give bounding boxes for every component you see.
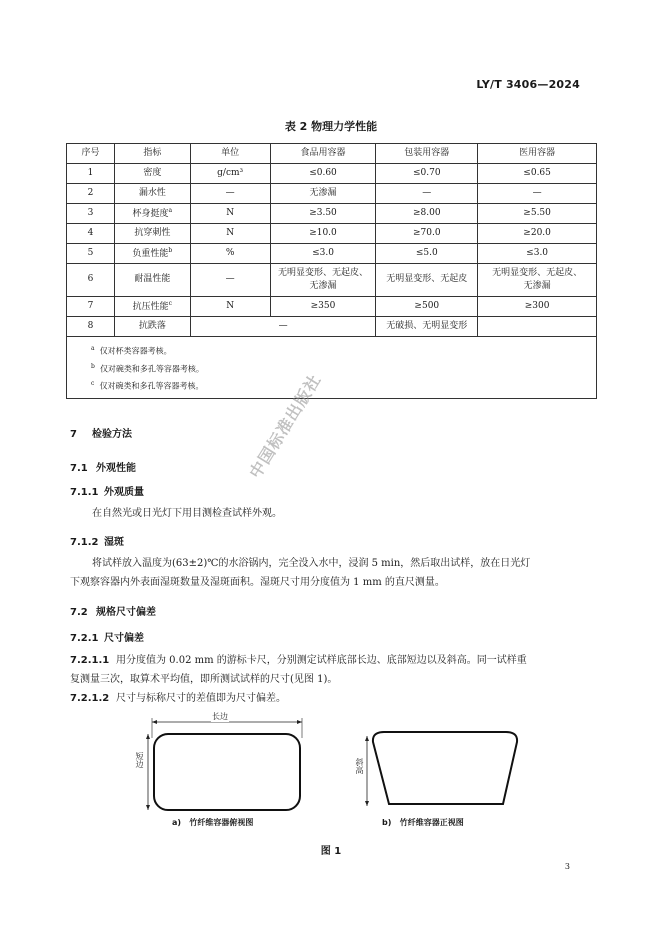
cell-item: 密度	[114, 164, 190, 184]
cell-med: ≤3.0	[478, 244, 597, 264]
cell-food: 无渗漏	[270, 184, 376, 204]
table-row	[67, 184, 597, 204]
cell-no: 8	[67, 317, 115, 337]
cell-line: 无渗漏	[523, 281, 551, 291]
table-note	[91, 359, 588, 377]
cell-med: ≥5.50	[478, 204, 597, 224]
section-number: 7.2.1	[70, 633, 99, 644]
section-number: 7.2	[70, 607, 88, 618]
section-7-heading	[70, 425, 132, 440]
label-slant-height: 斜高	[355, 758, 364, 774]
table-note	[91, 376, 588, 394]
header-pack: 包装用容器	[376, 144, 478, 164]
table-row	[67, 297, 597, 317]
caption-mark: a)	[172, 818, 182, 827]
label-long-edge: 长边	[212, 712, 228, 721]
cell-no: 7	[67, 297, 115, 317]
figure-1-drawing	[120, 708, 540, 818]
cell-item: 漏水性	[114, 184, 190, 204]
cell-no: 4	[67, 224, 115, 244]
header-food: 食品用容器	[270, 144, 376, 164]
cell-item	[114, 244, 190, 264]
publisher-watermark: 中国标准出版社	[245, 370, 325, 482]
arrow-head-icon	[365, 801, 369, 806]
cell-item-text: 抗压性能	[132, 301, 169, 312]
section-title: 尺寸偏差	[104, 633, 144, 644]
caption-a	[172, 817, 253, 828]
section-number: 7	[70, 429, 77, 440]
cell-pack: 无明显变形、无起皮	[376, 264, 478, 297]
cell-food: ≥350	[270, 297, 376, 317]
section-title: 检验方法	[92, 429, 132, 440]
cell-item: 耐温性能	[114, 264, 190, 297]
cell-line: 无渗漏	[309, 281, 337, 291]
cell-pack: ≥70.0	[376, 224, 478, 244]
cell-med: ≥20.0	[478, 224, 597, 244]
section-7-1-1-text: 在自然光或日光灯下用目测检查试样外观。	[92, 508, 282, 519]
cell-no: 3	[67, 204, 115, 224]
table-note	[91, 341, 588, 359]
cell-unit: g/cm³	[190, 164, 270, 184]
cell-pack: ≥500	[376, 297, 478, 317]
cell-pack: ≤0.70	[376, 164, 478, 184]
footnote-mark: b	[168, 246, 173, 254]
arrow-head-icon	[365, 736, 369, 741]
section-title: 外观性能	[96, 463, 136, 474]
cell-med: —	[478, 184, 597, 204]
cell-pack: 无破损、无明显变形	[376, 317, 478, 337]
cell-item	[114, 204, 190, 224]
cell-unit: N	[190, 297, 270, 317]
cell-unit: N	[190, 204, 270, 224]
cell-no: 5	[67, 244, 115, 264]
table-row	[67, 317, 597, 337]
label-short-edge: 短边	[135, 752, 144, 768]
header-no: 序号	[67, 144, 115, 164]
section-7-1-2-heading	[70, 533, 124, 548]
cell-pack: ≤5.0	[376, 244, 478, 264]
section-7-1-2-text-line1: 将试样放入温度为(63±2)℃的水浴锅内，完全没入水中，浸润 5 min，然后取出试样，放在日光灯	[92, 558, 531, 569]
section-7-1-heading	[70, 459, 136, 474]
properties-table	[66, 143, 597, 399]
clause-number: 7.2.1.1	[70, 655, 110, 666]
cell-food: ≥10.0	[270, 224, 376, 244]
table-row	[67, 244, 597, 264]
cell-unit: %	[190, 244, 270, 264]
section-7-1-1-heading	[70, 483, 144, 498]
cell-unit: N	[190, 224, 270, 244]
arrow-head-icon	[152, 720, 157, 724]
caption-text: 竹纤维容器正视图	[399, 818, 464, 827]
table-title: 表 2 物理力学性能	[284, 120, 378, 133]
table-notes-row	[67, 337, 597, 399]
cell-item	[114, 297, 190, 317]
cell-food	[270, 264, 376, 297]
cell-pack: ≥8.00	[376, 204, 478, 224]
cell-item: 抗跌落	[114, 317, 190, 337]
section-7-2-1-heading	[70, 629, 144, 644]
section-7-2-heading	[70, 603, 156, 618]
cell-line: 无明显变形、无起皮、	[492, 267, 583, 278]
footnote-text: 仅对碗类和多孔等容器考核。	[99, 381, 204, 391]
cell-food: ≤3.0	[270, 244, 376, 264]
figure-title: 图 1	[320, 846, 342, 857]
footnote-mark: c	[91, 380, 95, 388]
section-number: 7.1	[70, 463, 88, 474]
cell-item-text: 负重性能	[132, 248, 169, 259]
cell-food: ≤0.60	[270, 164, 376, 184]
clause-text: 用分度值为 0.02 mm 的游标卡尺，分别测定试样底部长边、底部短边以及斜高。同一试样重	[116, 655, 527, 666]
footnote-mark: a	[91, 345, 95, 352]
cell-no: 6	[67, 264, 115, 297]
section-7-1-2-text-line2: 下观察容器内外表面湿斑数量及湿斑面积。湿斑尺寸用分度值为 1 mm 的直尺测量。	[70, 577, 445, 588]
clause-number: 7.2.1.2	[70, 693, 110, 704]
cell-item-text: 杯身挺度	[132, 208, 169, 219]
container-outline-front	[373, 732, 517, 804]
section-7-2-1-1-line2: 复测量三次，取算术平均值，即所测试试样的尺寸(见图 1)。	[70, 674, 338, 685]
header-med: 医用容器	[478, 144, 597, 164]
footnote-mark: b	[91, 362, 95, 370]
table-header-row	[67, 144, 597, 164]
footnote-mark: c	[168, 299, 173, 307]
header-item: 指标	[114, 144, 190, 164]
cell-unit: —	[190, 184, 270, 204]
section-number: 7.1.2	[70, 537, 99, 548]
standard-code: LY/T 3406—2024	[476, 78, 580, 91]
footnote-mark: a	[168, 206, 173, 214]
table-notes	[67, 337, 597, 399]
footnote-text: 仅对碗类和多孔等容器考核。	[99, 364, 204, 374]
section-7-2-1-2-line	[70, 690, 286, 708]
table-row	[67, 204, 597, 224]
caption-text: 竹纤维容器俯视图	[189, 818, 254, 827]
section-title: 湿斑	[104, 537, 124, 548]
caption-b	[382, 817, 464, 828]
section-title: 规格尺寸偏差	[96, 607, 156, 618]
cell-med: ≤0.65	[478, 164, 597, 184]
table-row	[67, 224, 597, 244]
cell-unit: —	[190, 264, 270, 297]
cell-med: ≥300	[478, 297, 597, 317]
cell-pack: —	[376, 184, 478, 204]
arrow-head-icon	[146, 734, 150, 739]
cell-no: 2	[67, 184, 115, 204]
top-view-diagram	[146, 718, 302, 810]
cell-no: 1	[67, 164, 115, 184]
cell-food: ≥3.50	[270, 204, 376, 224]
container-outline-top	[154, 734, 300, 810]
section-7-2-1-1-line1	[70, 652, 527, 670]
header-unit: 单位	[190, 144, 270, 164]
cell-med	[478, 317, 597, 337]
cell-med	[478, 264, 597, 297]
arrow-head-icon	[146, 805, 150, 810]
footnote-text: 仅对杯类容器考核。	[99, 346, 172, 356]
arrow-head-icon	[297, 720, 302, 724]
clause-text: 尺寸与标称尺寸的差值即为尺寸偏差。	[116, 693, 286, 704]
caption-mark: b)	[382, 818, 392, 827]
cell-line: 无明显变形、无起皮、	[277, 267, 368, 278]
cell-item: 抗穿刺性	[114, 224, 190, 244]
front-view-diagram	[365, 732, 517, 806]
cell-merged: —	[190, 317, 376, 337]
table-row	[67, 264, 597, 297]
section-title: 外观质量	[104, 487, 144, 498]
page-number: 3	[564, 862, 570, 871]
section-number: 7.1.1	[70, 487, 99, 498]
table-row	[67, 164, 597, 184]
